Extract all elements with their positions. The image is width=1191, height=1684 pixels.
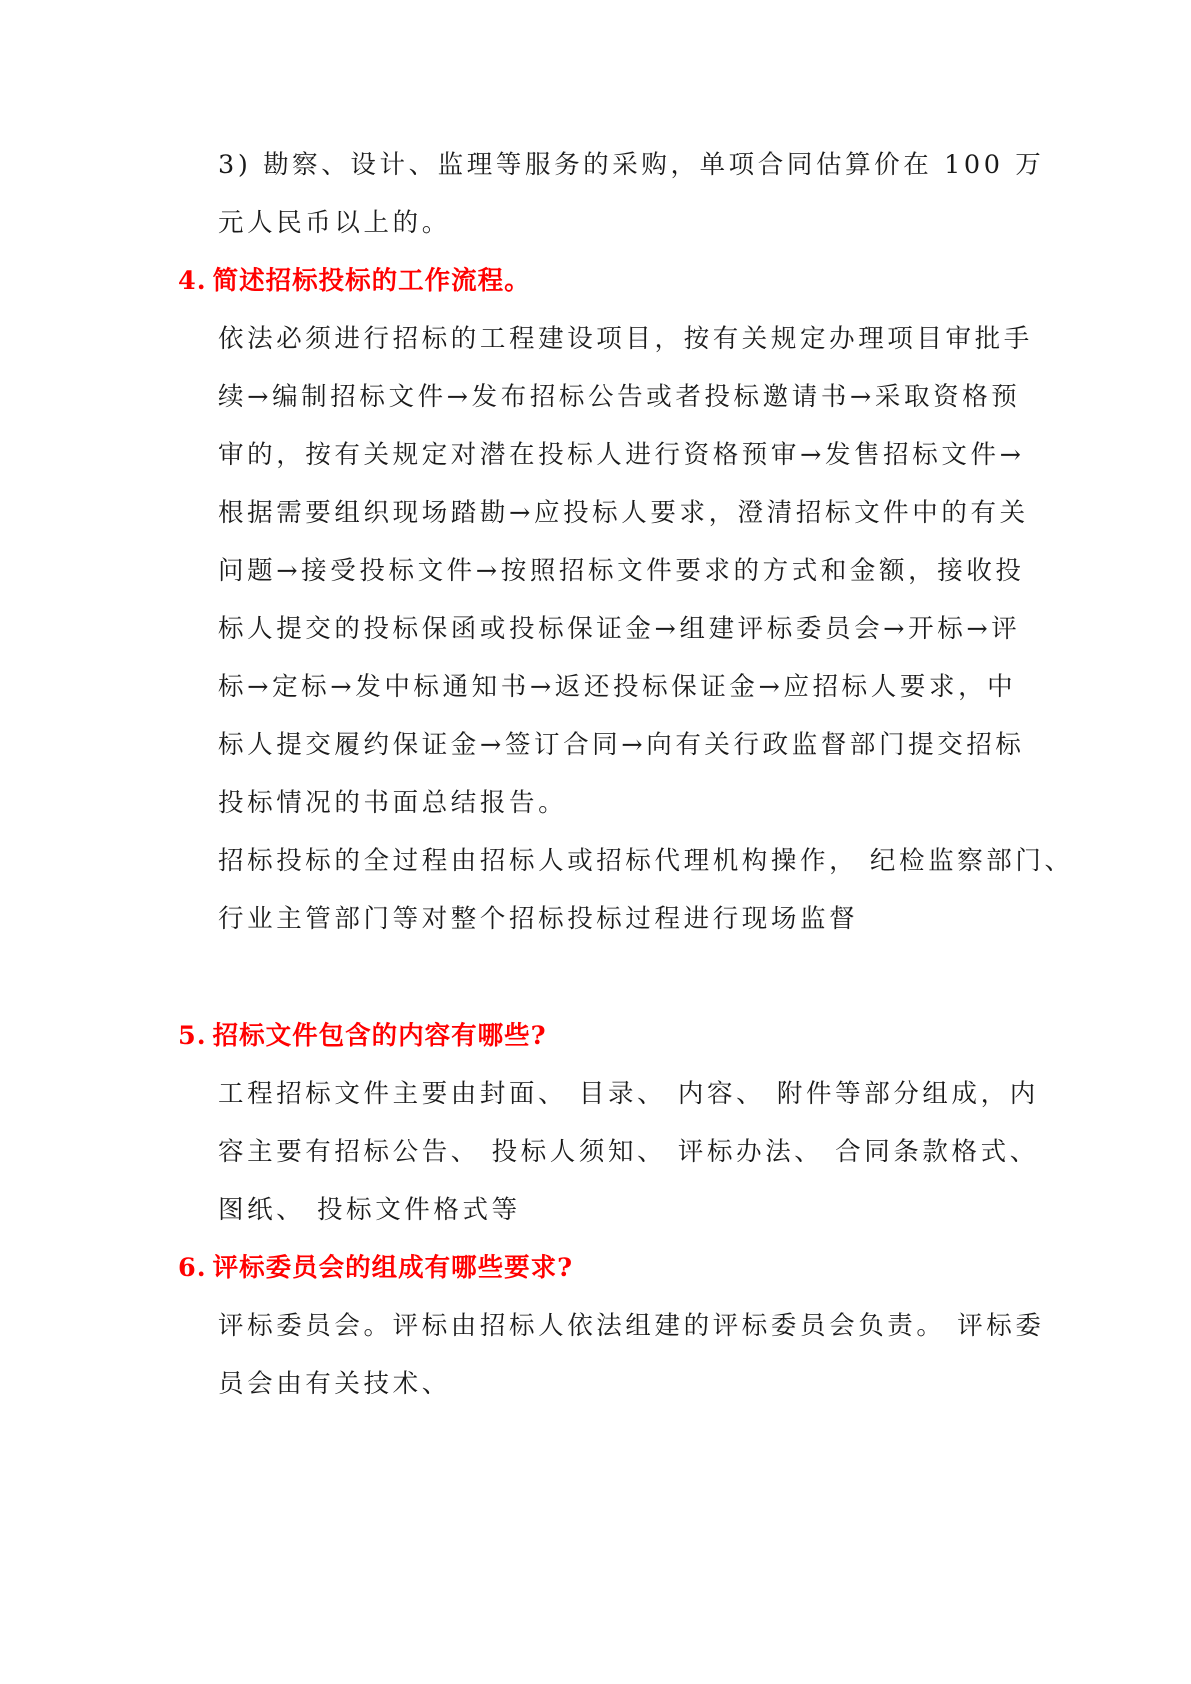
body-line: 元人民币以上的。	[218, 208, 451, 238]
section-title: 招标文件包含的内容有哪些?	[212, 1021, 547, 1051]
section-heading-6	[178, 1251, 573, 1285]
section-number: 5.	[178, 1021, 207, 1051]
body-line: 根据需要组织现场踏勘→应投标人要求，澄清招标文件中的有关	[218, 498, 1029, 528]
body-line: 招标投标的全过程由招标人或招标代理机构操作， 纪检监察部门、	[218, 846, 1074, 876]
body-line: 行业主管部门等对整个招标投标过程进行现场监督	[218, 904, 859, 934]
body-line: 审的，按有关规定对潜在投标人进行资格预审→发售招标文件→	[218, 440, 1025, 470]
section-heading-5	[178, 1019, 547, 1053]
section-number: 4.	[178, 266, 207, 296]
body-line: 问题→接受投标文件→按照招标文件要求的方式和金额，接收投	[218, 556, 1025, 586]
body-line: 评标委员会。评标由招标人依法组建的评标委员会负责。 评标委	[218, 1311, 1045, 1341]
body-line: 容主要有招标公告、 投标人须知、 评标办法、 合同条款格式、	[218, 1137, 1039, 1167]
section-number: 6.	[178, 1253, 207, 1283]
body-line: 投标情况的书面总结报告。	[218, 788, 568, 818]
body-line: 3) 勘察、设计、监理等服务的采购，单项合同估算价在 100 万	[218, 150, 1045, 180]
body-line: 依法必须进行招标的工程建设项目，按有关规定办理项目审批手	[218, 324, 1033, 354]
section-title: 评标委员会的组成有哪些要求?	[212, 1253, 574, 1283]
section-title: 简述招标投标的工作流程。	[212, 266, 531, 296]
body-line: 标人提交履约保证金→签订合同→向有关行政监督部门提交招标	[218, 730, 1025, 760]
section-heading-4	[178, 264, 531, 298]
body-line: 员会由有关技术、	[218, 1369, 451, 1399]
body-line: 续→编制招标文件→发布招标公告或者投标邀请书→采取资格预	[218, 382, 1021, 412]
body-line: 标人提交的投标保函或投标保证金→组建评标委员会→开标→评	[218, 614, 1021, 644]
body-line: 图纸、 投标文件格式等	[218, 1195, 521, 1225]
body-line: 标→定标→发中标通知书→返还投标保证金→应招标人要求，中	[218, 672, 1017, 702]
body-line: 工程招标文件主要由封面、 目录、 内容、 附件等部分组成，内	[218, 1079, 1039, 1109]
